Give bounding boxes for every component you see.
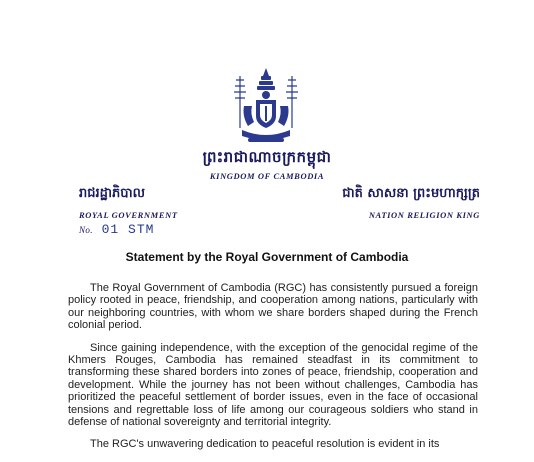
paragraph: The Royal Government of Cambodia (RGC) has consistently pursued a foreign policy rooted in peace, friendship, and cooperation among nations, particularly with our neighboring countries, with whom we share borders shaped during the French colonial period. <box>68 282 478 332</box>
statement-body <box>68 282 478 461</box>
paragraph: The RGC's unwavering dedication to peaceful resolution is evident in its <box>90 438 440 451</box>
statement-title: Statement by the Royal Government of Cambodia <box>125 250 409 264</box>
reference-value: 01 STM <box>101 222 155 237</box>
paragraph: Since gaining independence, with the exception of the genocidal regime of the Khmers Rouges, Cambodia has remained steadfast in its commitment to transforming these shared borders into zones of peace, friendship, cooperation and development. While the journey has not been without challenges, Cambodia has prioritized the peaceful settlement of border issues, even in the face of occasional tensions and regrettable loss of life among our courageous soldiers who stand in defense of national sovereignty and territorial integrity. <box>68 341 478 429</box>
royal-coat-of-arms-icon <box>234 66 298 146</box>
royal-government-label: ROYAL GOVERNMENT <box>79 210 178 220</box>
royal-government-khmer: រាជរដ្ឋាភិបាល <box>79 186 146 201</box>
motto-khmer: ជាតិ សាសនា ព្រះមហាក្សត្រ <box>342 186 480 201</box>
issuer-block <box>79 184 178 237</box>
motto-block <box>342 184 480 220</box>
reference-label: No. <box>79 225 93 235</box>
reference-number <box>79 222 178 237</box>
motto-label: NATION RELIGION KING <box>368 210 480 220</box>
khmer-kingdom-title: ព្រះរាជាណាចក្រកម្ពុជា <box>202 148 332 166</box>
kingdom-of-cambodia-label: KINGDOM OF CAMBODIA <box>209 171 325 181</box>
